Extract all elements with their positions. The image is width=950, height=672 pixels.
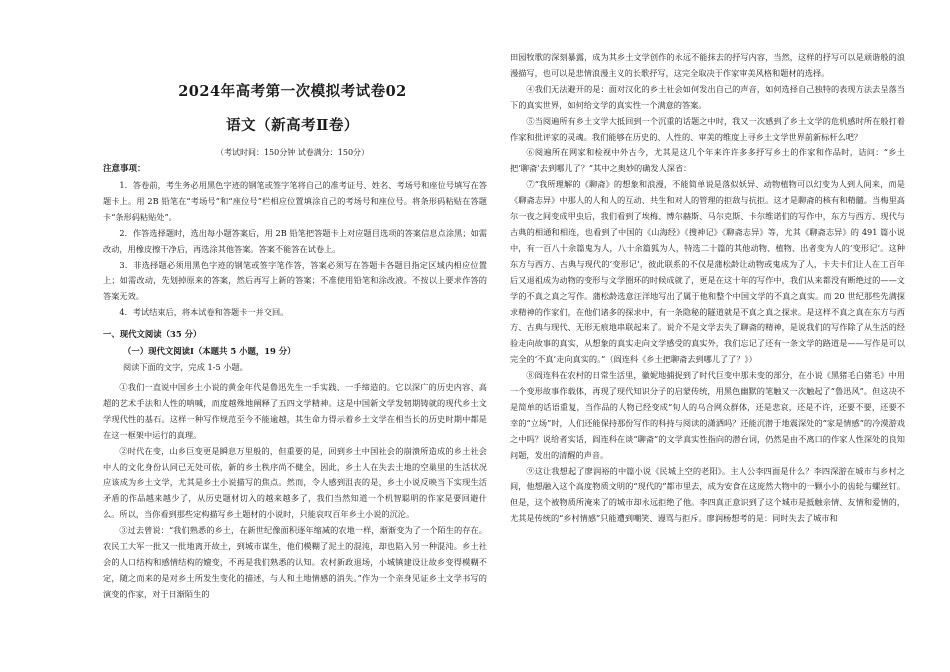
passage-paragraph: ①我们一直说中国乡土小说的黄金年代是鲁迅先生一手实践、一手缔造的。它以深广的历史内容、高超的艺术手法和人性的呐喊，而度越殊地阐释了五四文学精神。这是中国新文学发轫期铸就的现代乡土文学现代性的基石。这样一种写作规范至今不能逾越，其生命力得示着乡土文学在相当长的历史时期中都是在这一框架中运行的真理。 — [103, 382, 487, 440]
exam-meta: （考试时间：150分钟 试卷满分：150分） — [215, 148, 370, 157]
notice-item: 3．非选择题必须用黑色字迹的钢笔或签字笔作答，答案必须写在答题卡各题目指定区域内相应位置上；如需改动，先划掉原来的答案，然后再写上新的答案；不准使用铅笔和涂改液。不按以上要求作答的答案无效。 — [103, 259, 487, 302]
passage-paragraph: ⑨这让我想起了廖润裕的中篇小说《民城上空的老阳》。主人公李四面是什么？李四深游在城市与乡村之间，他想融入这个高度物质文明的“现代的”都市里去，成为安食在这庞然大物中的一颗小小的齿轮与螺丝钉。但是，这个被物质所淹来了的城市却永远拒绝了他。李四真正意识到了这个城市是抵触亲情、友情和爱情的，尤其是传统的“乡村情感”只能遭到嘲笑、谩骂与拒斥。廖润杨想考的是：同时失去了城市和 — [510, 465, 905, 524]
notice-heading: 注意事项： — [103, 164, 146, 174]
passage-paragraph: ⑥阅遍所在网家和检视中外古今，尤其是这几个年来许许多多抒写乡土的作家和作品时，诘问：“乡土把‘聊斋’去到哪儿了？”其中之奥妙的确发人深省： — [510, 147, 905, 174]
passage-paragraph: ⑤当阅遍所有乡土文学大抵回到一个沉重的话题之中时，我又一次感到了乡土文学的危机感时所在般打着作家和批评家的灵魂。我们能够在历史的、人性的、审美的维度上寻乡土文学世界前新标杆么吧？ — [510, 115, 905, 142]
passage-left — [103, 380, 487, 603]
passage-paragraph: ④我们无法避开的是：面对汉化的乡土社会如何发出自己的声音，如何选择自己独特的表现方法去呈落当下的真实世界，如何给文学的真实性一个满意的答案。 — [510, 83, 905, 110]
notice-item: 2．作答选择题时，选出每小题答案后，用 2B 铅笔把答题卡上对应题目选项的答案信息点涂黑；如需改动，用橡皮擦干净后，再选涂其他答案。答案不能答在试卷上。 — [103, 227, 487, 254]
notice-list — [103, 178, 487, 321]
passage-paragraph: 田园牧歌的深刻暴露，成为其乡土文学创作的永远不能抹去的抒写内容，当然，这样的抒写可以是顽谐般的浪漫描写，也可以是悲情浪漫主义的长歌抒写，这完全取决于作家审美风格和题材的选择。 — [510, 52, 905, 78]
passage-paragraph: ⑦“我所理解的《聊斋》的想象和浪漫，不能简单说是落似妖异、动物植物可以幻变为人到人间来，而是《聊斋志异》中那人的人和人的互动、共生和对人的管理的拒敌与抗拒。这才是聊斋的核有和精髓。当梅里高尔一夜之间变成甲虫后，我们看到了埃梅、博尔赫斯、马尔克斯、卡尔维诺们的写作中，东方与西方、现代与古典的相通和相连，也看到了中国的《山海经》《搜神记》《聊斋志异》等，尤其《聊斋志异》的 491 篇小说中，有一百八十余篇鬼为人，八十余篇狐为人，特选二十篇的其他动物、植物、出者变为人的‘变形记’。这种东方与西方、古典与现代的‘变形记’，彼此联系的不仅是蒲松龄让动物或鬼成为了人，卡夫卡们让人在工百年后又退祖成为动物的变形与文学圈环的时候成就了，更是在这十年的写作中，我们从来都没有断绝过的——文学的不真之真之写作。蒲松龄选意汪洋地写出了属于他和整个中国文学的不真之真实。而 20 世纪那些先满探求精神的作家们，在他们诸多的探求中，有一条隐秘的隧道就是不真之真之探求。是这样不真之真在东方与西方、古典与现代、无形无痕地串联起来了。说介不是文学去失了聊斋的精神，是说我们的写作除了从生活的经验走向故事的真实，从想象的真实走向文学感受的真实外，我们忘记了还有一条文学的路道是——写作是可以完全的‘不真’走向真实的。”（阎连科《乡土把聊斋去到哪儿了了？》） — [510, 179, 905, 365]
passage-paragraph: ②时代在变，山乡巨变更是瞬息万里般的，但重要的是，回到乡土中国社会的崩溃所造成的乡土社会中人的文化身份认同已无处可依，新的乡土秩序尚不健全，因此，乡土人在失去土地的空巢里的生活状况应该成为乡土文学，尤其是乡土小说描写的焦点。然而，令人感到沮丧的是，乡土小说反映当下实现生活矛盾的作品越来越少了，从历史题材切入的越来越多了，我们当然知道一个机智聪明的作家是要回避什么。所以，当你看到那些定构描写乡土题材的小说时，只能哀叹百年乡土小说的沉沦。 — [103, 445, 487, 520]
page-title: 2024年高考第一次模拟考试卷02 — [178, 83, 407, 100]
notice-item: 4．考试结束后，将本试卷和答题卡一并交回。 — [119, 307, 289, 318]
notice-item: 1．答卷前，考生务必用黑色字迹的钢笔或签字笔将自己的准考证号、姓名、考场号和座位号填写在答题卡上。用 2B 铅笔在“考场号”和“座位号”栏相应位置填涂自己的考场号和座位号。将条形码粘贴在答题卡“条形码粘贴处”。 — [103, 180, 487, 222]
page-subtitle: 语文（新高考Ⅱ卷） — [226, 117, 359, 134]
subsection-heading: （一）现代文阅读Ⅰ（本题共 5 小题，19 分） — [123, 346, 296, 356]
passage-paragraph: ③过去曾说：“我们熟悉的乡土，在新世纪像面积逐年缩减的农地一样，渐渐变为了一个陌生的存在。农民工大军一批又一批地离开故土，到城市谋生，他们模糊了泥土的混沌，却也陷入另一种混沌。乡土社会的人口结构和感情结构的嬗变，不再是我们熟悉的认知。农村新政退场，小城镇建设让故乡变得模糊不定，随之而来的是对乡土所发生变化的描述，与人和土地情感的消失。”作为一个亲身见证乡土文学书写的演变的作家，对于日渐陌生的 — [103, 525, 487, 599]
passage-paragraph: ⑧阎连科在农村的日常生活里，徽妮地捕捉到了时代巨变中那未变的部分，在小说《黑猪毛白猪毛》中用一个变形故事作载体，再现了现代知识分子的启蒙传统，用黑色幽默的笔触又一次触起了“鲁迅风”。但这决不是简单的话语重复，当作品的人物已经变成“旬人的乌合网众群体，还是悲哀，还是不许，还要不要，还要不幸的“立场”时，人们还能保持那份写作的科持与阅读的潇洒吗？还能沉潜于地震深处的“家是情感”的冷漠游戏之中吗？说给者实话，阎连科在谈“聊斋”的文学真实性指向的潜台词，仍然是由不离口的作家人性深处的良知问题，发出的清醒的声音。 — [510, 370, 905, 460]
section-heading: 一、现代文阅读（35 分） — [103, 329, 202, 339]
reading-instruction: 阅读下面的文字，完成 1-5 小题。 — [123, 362, 248, 372]
passage-right — [510, 50, 905, 527]
